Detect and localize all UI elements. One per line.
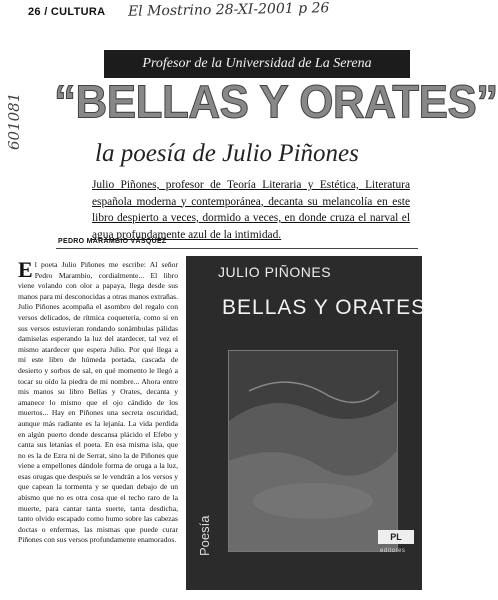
publisher-logo: PL bbox=[378, 530, 414, 544]
article-body bbox=[18, 257, 178, 546]
side-archive-number: 601081 bbox=[5, 92, 23, 150]
cover-author: JULIO PIÑONES bbox=[218, 264, 332, 280]
lead-text: Julio Piñones, profesor de Teoría Literaria y Estética, Literatura española moderna y contemporánea, decanta su melancolía en este libro despierto a veces, dormido a veces, en donde cruza el narval el agua profundamente azul de la intimidad. bbox=[92, 179, 410, 241]
drop-cap: E bbox=[18, 257, 33, 282]
byline: PEDRO MARAMBIO VÁSQUEZ bbox=[58, 238, 167, 245]
article-lead bbox=[92, 177, 410, 243]
cover-title: BELLAS Y ORATES bbox=[222, 296, 427, 319]
divider bbox=[56, 248, 418, 249]
article-title: “BELLAS Y ORATES” bbox=[54, 76, 498, 129]
cover-spine-label: Poesía bbox=[197, 515, 212, 556]
publisher-name: editores bbox=[380, 548, 406, 554]
handwritten-note: El Mostrino 28-XI-2001 p 26 bbox=[127, 0, 330, 20]
body-text: l poeta Julio Piñones me escribe: Al señor Pedro Marambio, cordialmente... El libro viene volando con olor a papaya, llega desde sus manos para mí desconocidas a otras manos extrañas. Julio Piñones acompaña el asombro del regalo con versos delicados, de rítmica coquetería, como si en sus versos estuvieran rondando sonámbulas pálidas damiselas esperando la luz del atardecer, tal vez el mismo atardecer que espera Julio. Por qué llega a mí este libro de húmeda portada, cascada de desierto y sorbos de sal, en qué momento le llegó a tocar su oído la piedra de mi nombre... Ahora entre mis manos su libro Bellas y Orates, decanta y amanece lo mismo que el ojo cándido de los muertos... Hay en Piñones una secreta oscuridad, aunque más radiante es la lejanía. La vida perdida en algún puerto donde descansa plácido el Efebo y canta sus letanías el poeta. En esa misma isla, que no es la de Ezra ni de Serrat, sino la de Piñones que viene a empellones dándole forma de oruga a la luz, esas orugas que después se le vendrán a los versos y que capean la tormenta y se quedan debajo de un abismo que no es otra cosa que el techo raro de la muerte, para cantar tanta suerte, tanta desdicha, tanto olvido escapado como humo sobre las cabezas doctas o enfermas, las mismas que puede curar Piñones con sus versos profundamente enamorados. bbox=[18, 260, 178, 545]
article-banner: Profesor de la Universidad de La Serena bbox=[104, 50, 410, 78]
article-subtitle: la poesía de Julio Piñones bbox=[95, 140, 359, 167]
cover-artwork bbox=[228, 350, 398, 552]
page-header: 26 / CULTURA bbox=[28, 6, 106, 18]
cover-artwork-drawing bbox=[229, 351, 397, 551]
